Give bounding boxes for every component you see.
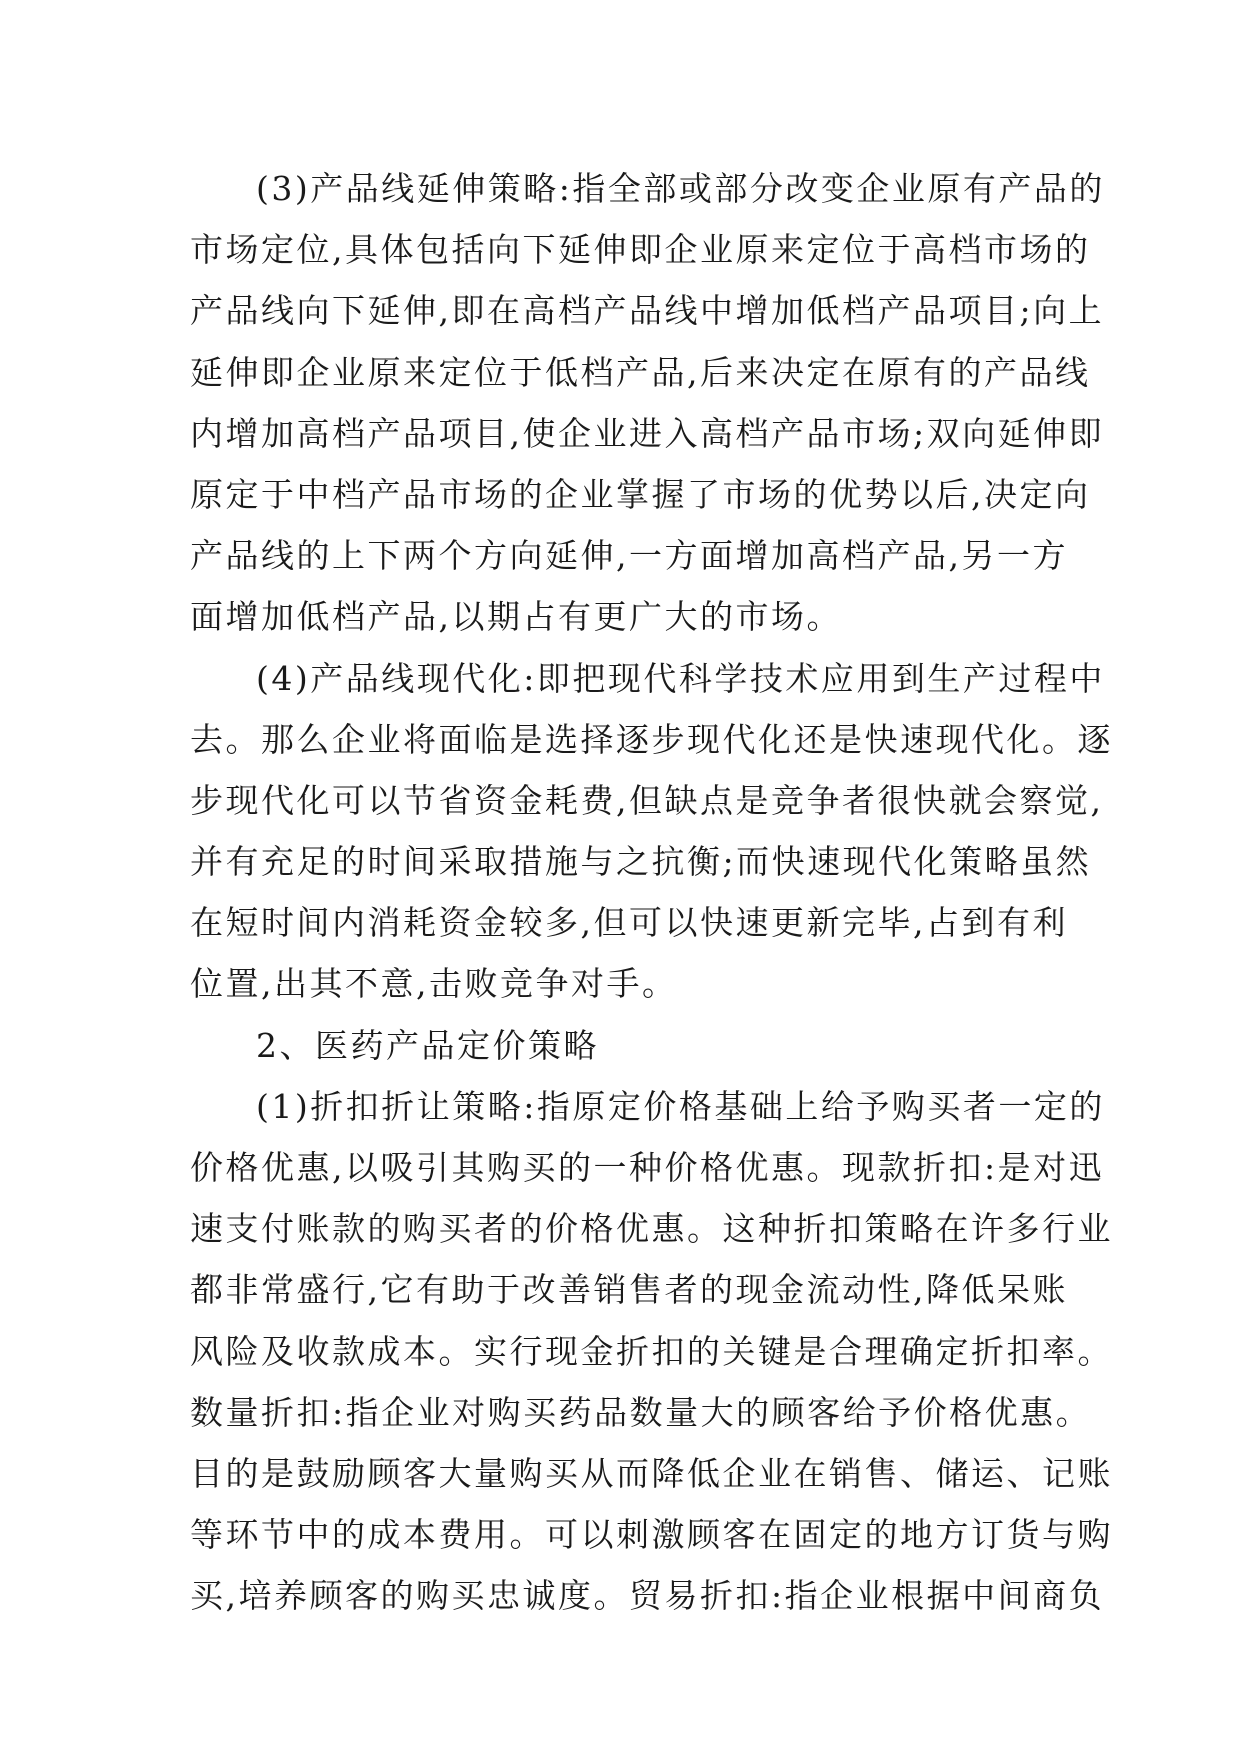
paragraph-line: 风险及收款成本。实行现金折扣的关键是合理确定折扣率。 xyxy=(190,1331,1113,1371)
document-body xyxy=(190,158,1113,1627)
paragraph-line: (1)折扣折让策略:指原定价格基础上给予购买者一定的 xyxy=(256,1086,1105,1126)
paragraph-line: 目的是鼓励顾客大量购买从而降低企业在销售、储运、记账 xyxy=(190,1453,1113,1493)
section-heading: 2、医药产品定价策略 xyxy=(256,1025,599,1065)
paragraph-line: 位置,出其不意,击败竞争对手。 xyxy=(190,964,678,1004)
paragraph-line: 面增加低档产品,以期占有更广大的市场。 xyxy=(190,597,842,637)
paragraph-line: 去。那么企业将面临是选择逐步现代化还是快速现代化。逐 xyxy=(190,719,1113,759)
paragraph-line: (4)产品线现代化:即把现代科学技术应用到生产过程中 xyxy=(256,658,1105,698)
paragraph-line: 内增加高档产品项目,使企业进入高档产品市场;双向延伸即 xyxy=(190,413,1105,453)
paragraph-line: 产品线的上下两个方向延伸,一方面增加高档产品,另一方 xyxy=(190,536,1068,576)
paragraph-line: 速支付账款的购买者的价格优惠。这种折扣策略在许多行业 xyxy=(190,1209,1113,1249)
paragraph-line: 原定于中档产品市场的企业掌握了市场的优势以后,决定向 xyxy=(190,474,1091,514)
paragraph-line: 买,培养顾客的购买忠诚度。贸易折扣:指企业根据中间商负 xyxy=(190,1576,1105,1616)
paragraph-line: (3)产品线延伸策略:指全部或部分改变企业原有产品的 xyxy=(256,169,1105,208)
paragraph-line: 都非常盛行,它有助于改善销售者的现金流动性,降低呆账 xyxy=(190,1270,1068,1310)
paragraph-line: 价格优惠,以吸引其购买的一种价格优惠。现款折扣:是对迅 xyxy=(190,1148,1105,1187)
paragraph-line: 并有充足的时间采取措施与之抗衡;而快速现代化策略虽然 xyxy=(190,842,1092,882)
paragraph-line: 市场定位,具体包括向下延伸即企业原来定位于高档市场的 xyxy=(190,230,1091,270)
paragraph-line: 在短时间内消耗资金较多,但可以快速更新完毕,占到有利 xyxy=(190,903,1068,943)
paragraph-line: 延伸即企业原来定位于低档产品,后来决定在原有的产品线 xyxy=(190,352,1091,392)
paragraph-line: 步现代化可以节省资金耗费,但缺点是竞争者很快就会察觉, xyxy=(190,780,1104,820)
paragraph-line: 产品线向下延伸,即在高档产品线中增加低档产品项目;向上 xyxy=(190,291,1105,331)
paragraph-line: 数量折扣:指企业对购买药品数量大的顾客给予价格优惠。 xyxy=(190,1392,1092,1432)
paragraph-line: 等环节中的成本费用。可以刺激顾客在固定的地方订货与购 xyxy=(190,1515,1113,1555)
